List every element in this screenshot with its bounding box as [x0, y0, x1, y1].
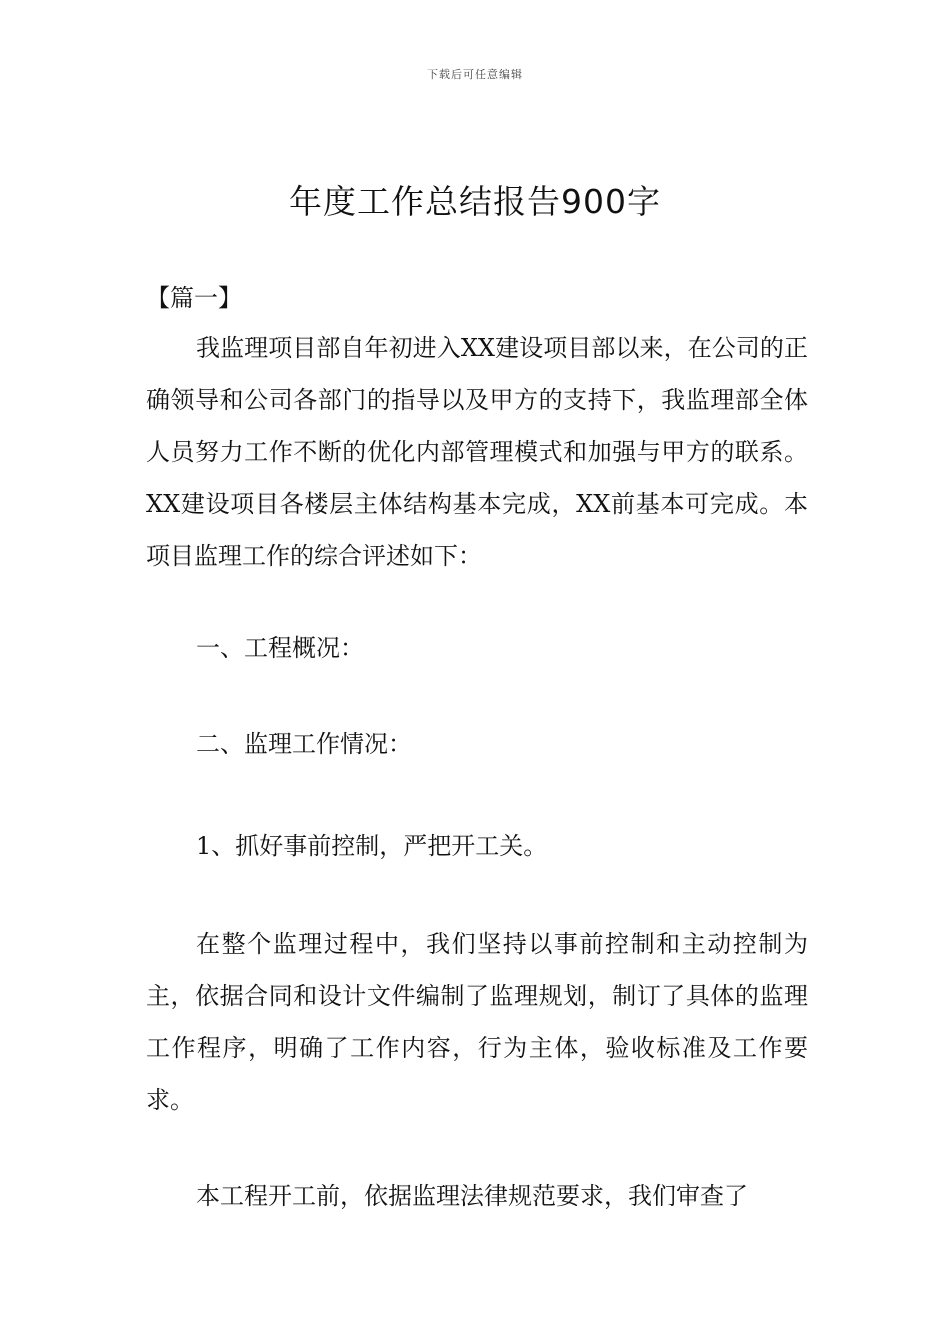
heading-pre-control [146, 820, 808, 872]
paragraph-text: 在整个监理过程中，我们坚持以事前控制和主动控制为主，依据合同和设计文件编制了监理规划，制订了具体的监理工作程序，明确了工作内容，行为主体，验收标准及工作要求。 [146, 930, 808, 1114]
section-label: 【篇一】 [146, 284, 242, 312]
heading-text: 1、抓好事前控制，严把开工关。 [196, 832, 548, 860]
heading-supervision-work [146, 718, 808, 770]
paragraph-pre-start [146, 1170, 808, 1222]
heading-project-overview [146, 622, 808, 674]
paragraph-intro [146, 322, 808, 582]
paragraph-text: 我监理项目部自年初进入XX建设项目部以来，在公司的正确领导和公司各部门的指导以及甲方的支持下，我监理部全体人员努力工作不断的优化内部管理模式和加强与甲方的联系。XX建设项目各楼层主体结构基本完成，XX前基本可完成。本项目监理工作的综合评述如下： [146, 334, 808, 570]
paragraph-process [146, 918, 808, 1126]
heading-text: 一、工程概况： [196, 634, 364, 662]
heading-text: 二、监理工作情况： [196, 730, 412, 758]
document-title: 年度工作总结报告900字 [289, 182, 661, 221]
header-note: 下载后可任意编辑 [427, 68, 523, 81]
paragraph-text: 本工程开工前，依据监理法律规范要求，我们审查了 [196, 1182, 748, 1210]
